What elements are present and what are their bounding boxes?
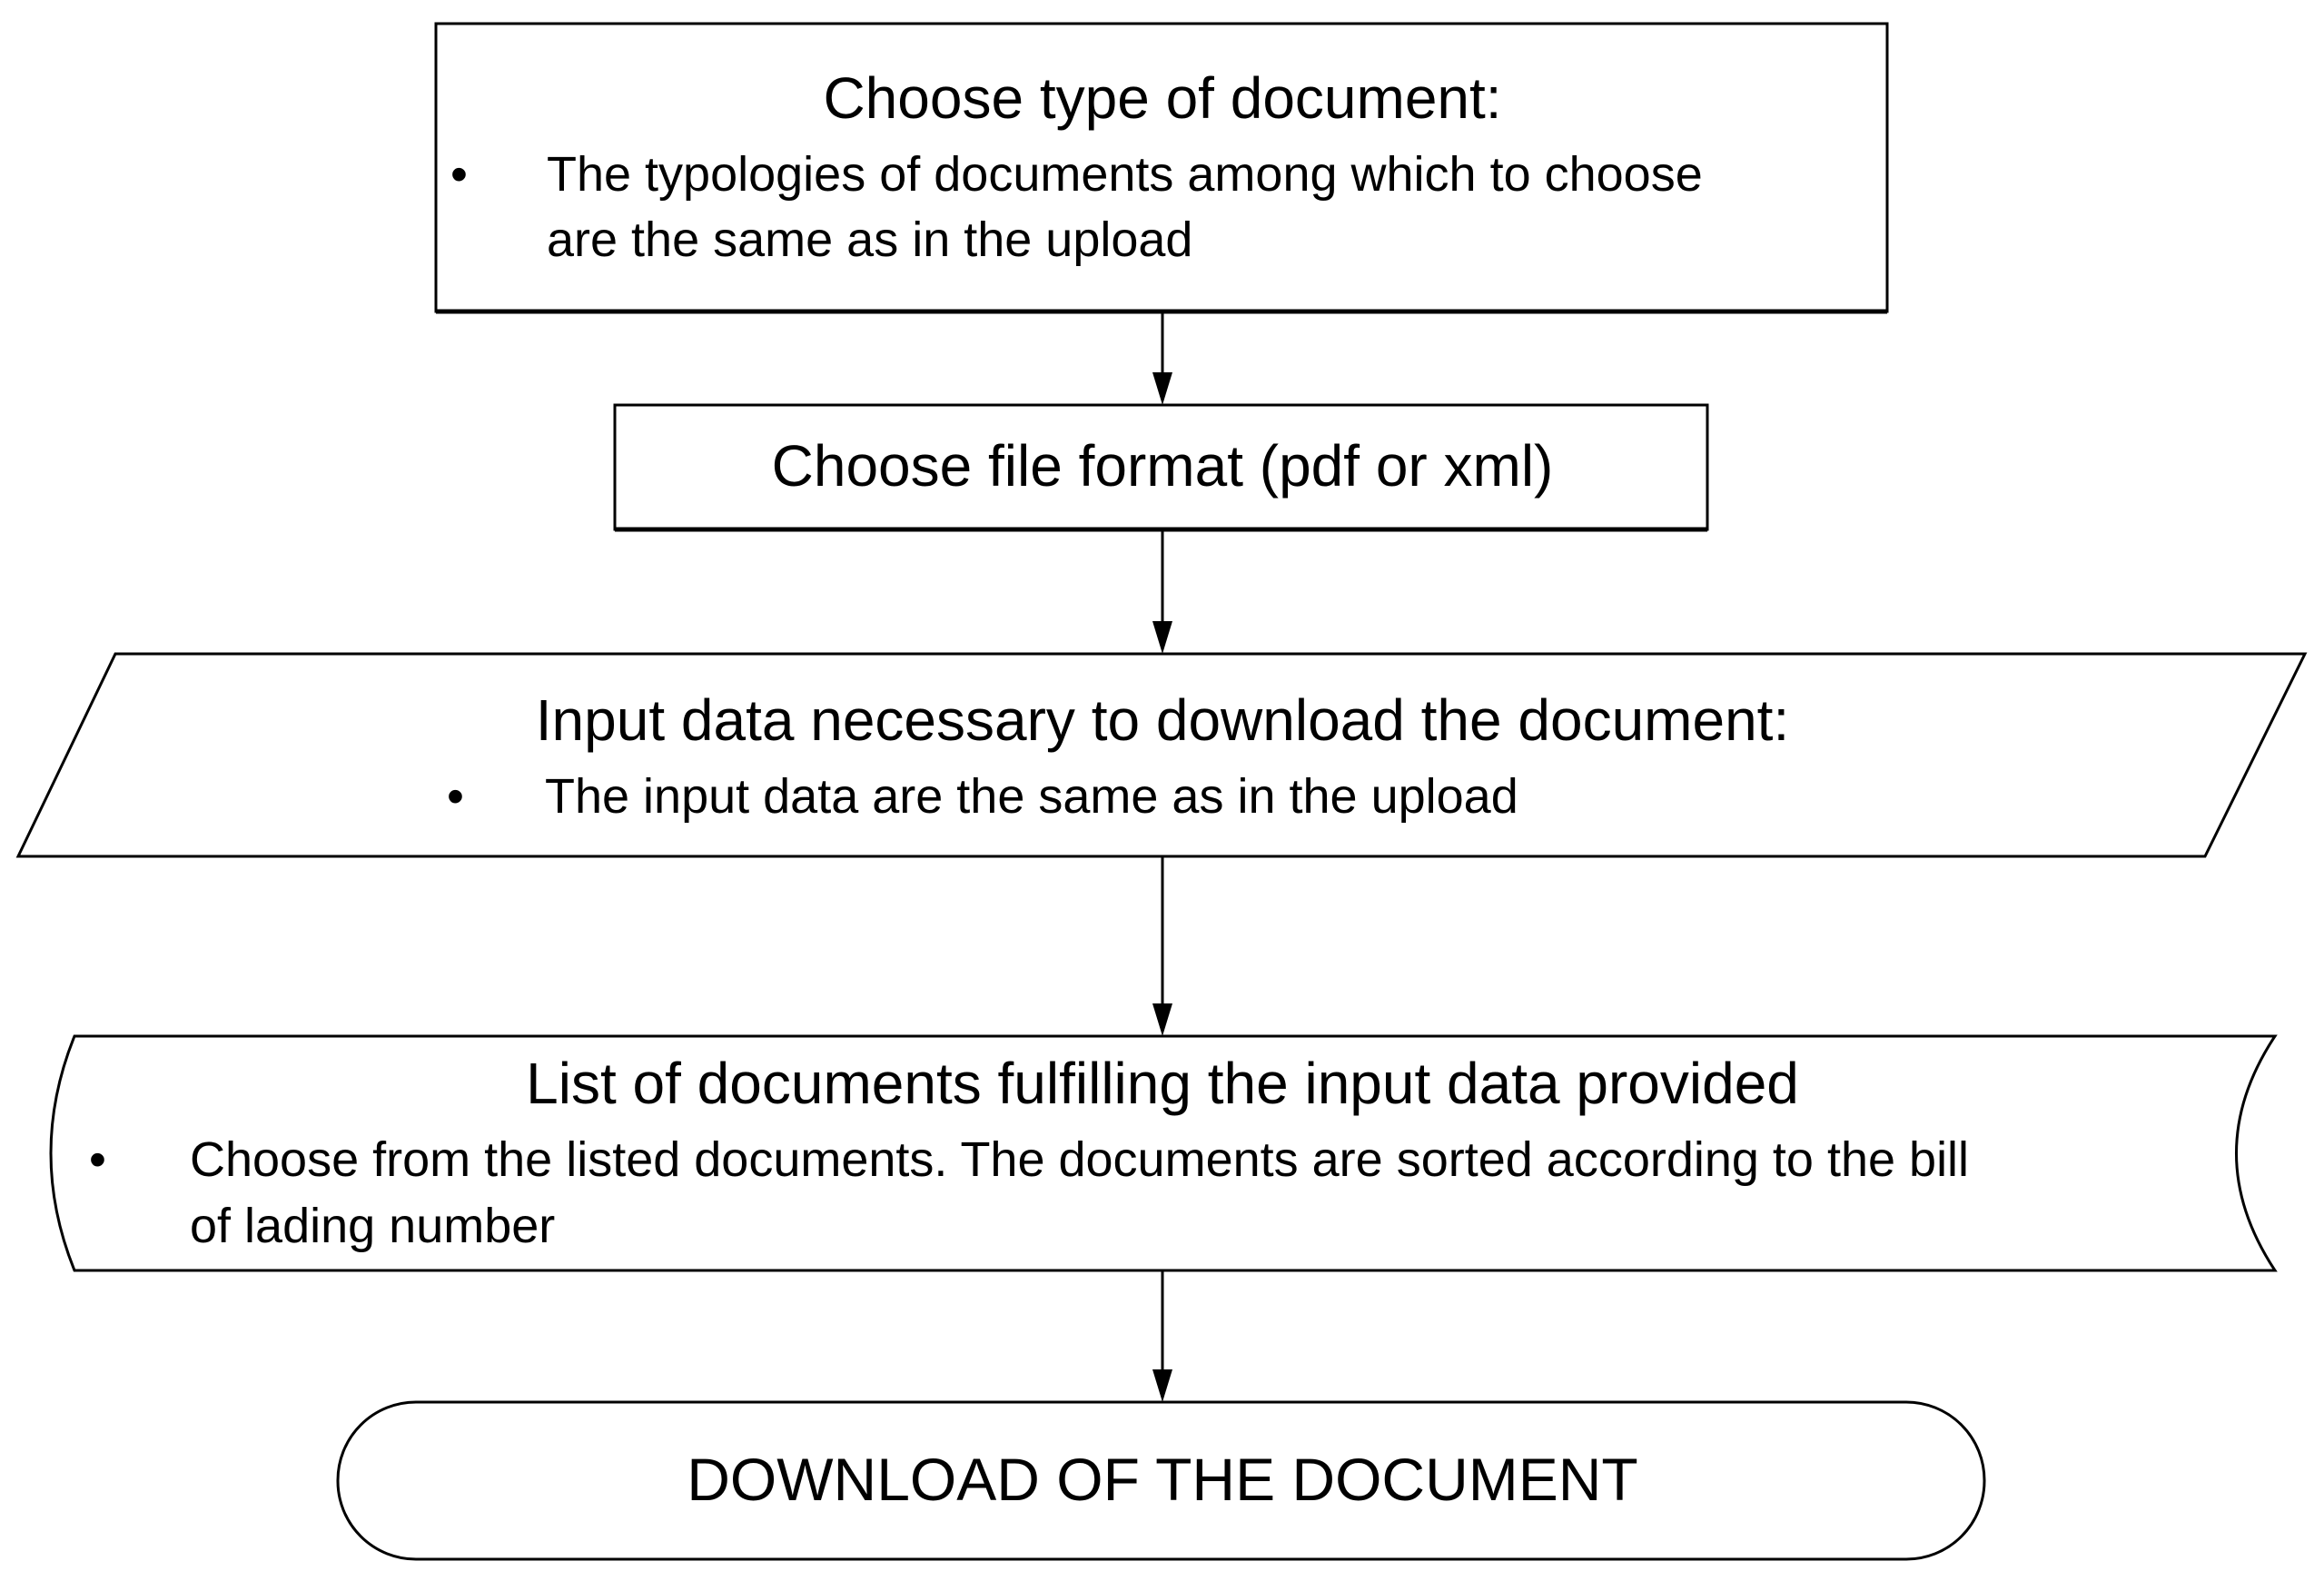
node-title: Choose file format (pdf or xml) <box>771 433 1554 499</box>
node-list-documents <box>51 1036 2275 1270</box>
edge-list-to-download <box>1152 1270 1172 1402</box>
node-title: Choose type of document: <box>823 65 1502 131</box>
arrow-down-icon <box>1152 1369 1172 1402</box>
bullet-icon: • <box>447 769 464 824</box>
node-choose-format <box>615 405 1707 529</box>
bullet-text-line-1: Choose from the listed documents. The documents are sorted according to the bill <box>190 1132 1970 1187</box>
bullet-text-line-1: The typologies of documents among which to choose <box>547 147 1703 202</box>
node-choose-type <box>436 24 1887 311</box>
edge-type-to-format <box>1152 311 1172 405</box>
data-parallelogram <box>18 654 2305 856</box>
node-title: Input data necessary to download the document: <box>535 687 1790 753</box>
bullet-text-line-1: The input data are the same as in the upload <box>545 769 1518 824</box>
arrow-down-icon <box>1152 1003 1172 1036</box>
bullet-text-line-2: of lading number <box>190 1199 556 1253</box>
node-input-data <box>18 654 2305 856</box>
bullet-icon: • <box>450 147 468 202</box>
edge-format-to-input <box>1152 529 1172 654</box>
arrow-down-icon <box>1152 372 1172 405</box>
edge-input-to-list <box>1152 856 1172 1036</box>
node-title: List of documents fulfilling the input data provided <box>526 1051 1799 1116</box>
node-title: DOWNLOAD OF THE DOCUMENT <box>687 1446 1638 1513</box>
arrow-down-icon <box>1152 621 1172 654</box>
node-download <box>338 1402 1984 1559</box>
bullet-text-line-2: are the same as in the upload <box>547 212 1193 267</box>
bullet-icon: • <box>89 1132 106 1187</box>
